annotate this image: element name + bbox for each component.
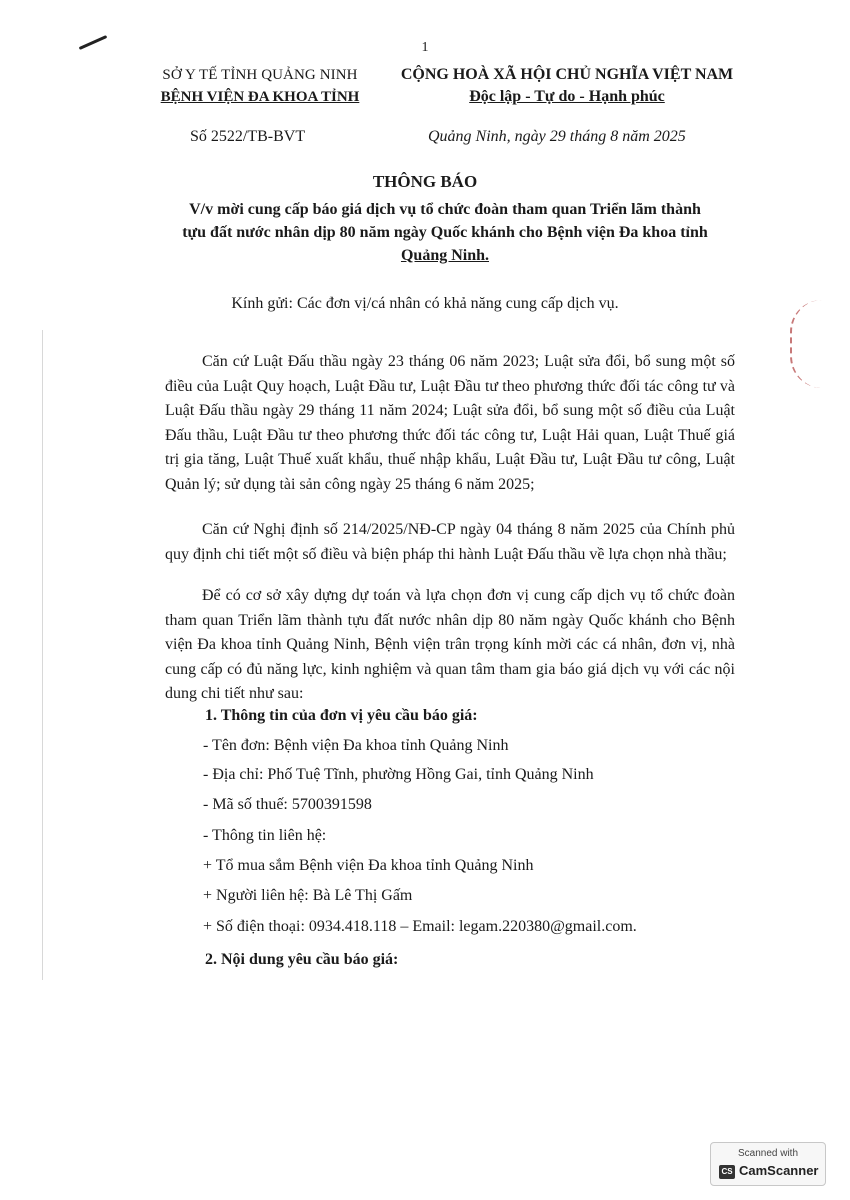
section-1-heading: 1. Thông tin của đơn vị yêu cầu báo giá: [205,707,478,724]
greeting-line: Kính gửi: Các đơn vị/cá nhân có khả năng cung cấp dịch vụ. [231,295,619,312]
watermark-brand: CamScanner [739,1163,819,1178]
legal-basis-paragraph-1: Căn cứ Luật Đấu thầu ngày 23 tháng 06 năm 2023; Luật sửa đổi, bổ sung một số điều của Luật Quy hoạch, Luật Đầu tư, Luật Đầu tư theo phương thức đối tác công tư và Luật Đấu thầu ngày 29 tháng 11 năm 2024; Luật sửa đổi, bổ sung một số điều của Luật Đấu thầu, Luật Đầu tư theo phương thức đối tác công tư, Luật Hải quan, Luật Thuế giá trị gia tăng, Luật Thuế xuất khẩu, thuế nhập khẩu, Luật Đầu tư, Luật Đầu tư công, Luật Quản lý; sử dụng tài sản công ngày 25 tháng 6 năm 2025; [165,353,735,493]
subject-line-3 [170,244,720,267]
contact-person: + Người liên hệ: Bà Lê Thị Gấm [203,887,413,904]
scan-edge-shadow [42,330,43,980]
page-number: 1 [421,40,429,55]
document-title: THÔNG BÁO [372,172,478,191]
document-subject [170,198,720,267]
contact-info-heading: - Thông tin liên hệ: [203,827,327,844]
national-motto: Độc lập - Tự do - Hạnh phúc [469,88,665,105]
requester-address: - Địa chỉ: Phố Tuệ Tĩnh, phường Hồng Gai, tỉnh Quảng Ninh [203,766,594,783]
hospital-name: BỆNH VIỆN ĐA KHOA TỈNH [160,89,360,105]
nation-name: CỘNG HOÀ XÃ HỘI CHỦ NGHĨA VIỆT NAM [400,66,734,83]
place-and-date: Quảng Ninh, ngày 29 tháng 8 năm 2025 [428,128,686,145]
contact-phone-email: + Số điện thoại: 0934.418.118 – Email: legam.220380@gmail.com. [203,918,637,935]
requester-tax-code: - Mã số thuế: 5700391598 [203,796,372,813]
national-heading [392,64,742,108]
issuer-block [140,64,380,108]
invitation-paragraph: Để có cơ sở xây dựng dự toán và lựa chọn đơn vị cung cấp dịch vụ tổ chức đoàn tham quan Triển lãm thành tựu đất nước nhân dịp 80 năm ngày Quốc khánh cho Bệnh viện Đa khoa tỉnh Quảng Ninh, Bệnh viện trân trọng kính mời các cá nhân, đơn vị, nhà cung cấp có đủ năng lực, kinh nghiệm và quan tâm tham gia báo giá dịch vụ với các nội dung chi tiết như sau: [165,587,735,703]
subject-line-2: tựu đất nước nhân dịp 80 năm ngày Quốc khánh cho Bệnh viện Đa khoa tỉnh [182,224,708,241]
legal-basis-paragraph-2: Căn cứ Nghị định số 214/2025/NĐ-CP ngày 04 tháng 8 năm 2025 của Chính phủ quy định chi tiết một số điều và biện pháp thi hành Luật Đấu thầu về lựa chọn nhà thầu; [165,521,735,563]
subject-line-3-text: Quảng Ninh. [400,247,490,264]
margin-stamp-fragment [790,300,822,388]
department-name: SỞ Y TẾ TỈNH QUẢNG NINH [162,67,358,83]
document-number: Số 2522/TB-BVT [190,128,306,145]
camscanner-logo-icon: CS [719,1165,735,1179]
subject-line-1: V/v mời cung cấp báo giá dịch vụ tổ chức đoàn tham quan Triển lãm thành [189,201,701,218]
contact-team: + Tổ mua sắm Bệnh viện Đa khoa tỉnh Quảng Ninh [203,857,534,874]
requester-name: - Tên đơn: Bệnh viện Đa khoa tỉnh Quảng Ninh [203,737,509,754]
camscanner-watermark [710,1142,826,1186]
watermark-caption: Scanned with [737,1148,799,1159]
section-2-heading: 2. Nội dung yêu cầu báo giá: [205,951,399,968]
